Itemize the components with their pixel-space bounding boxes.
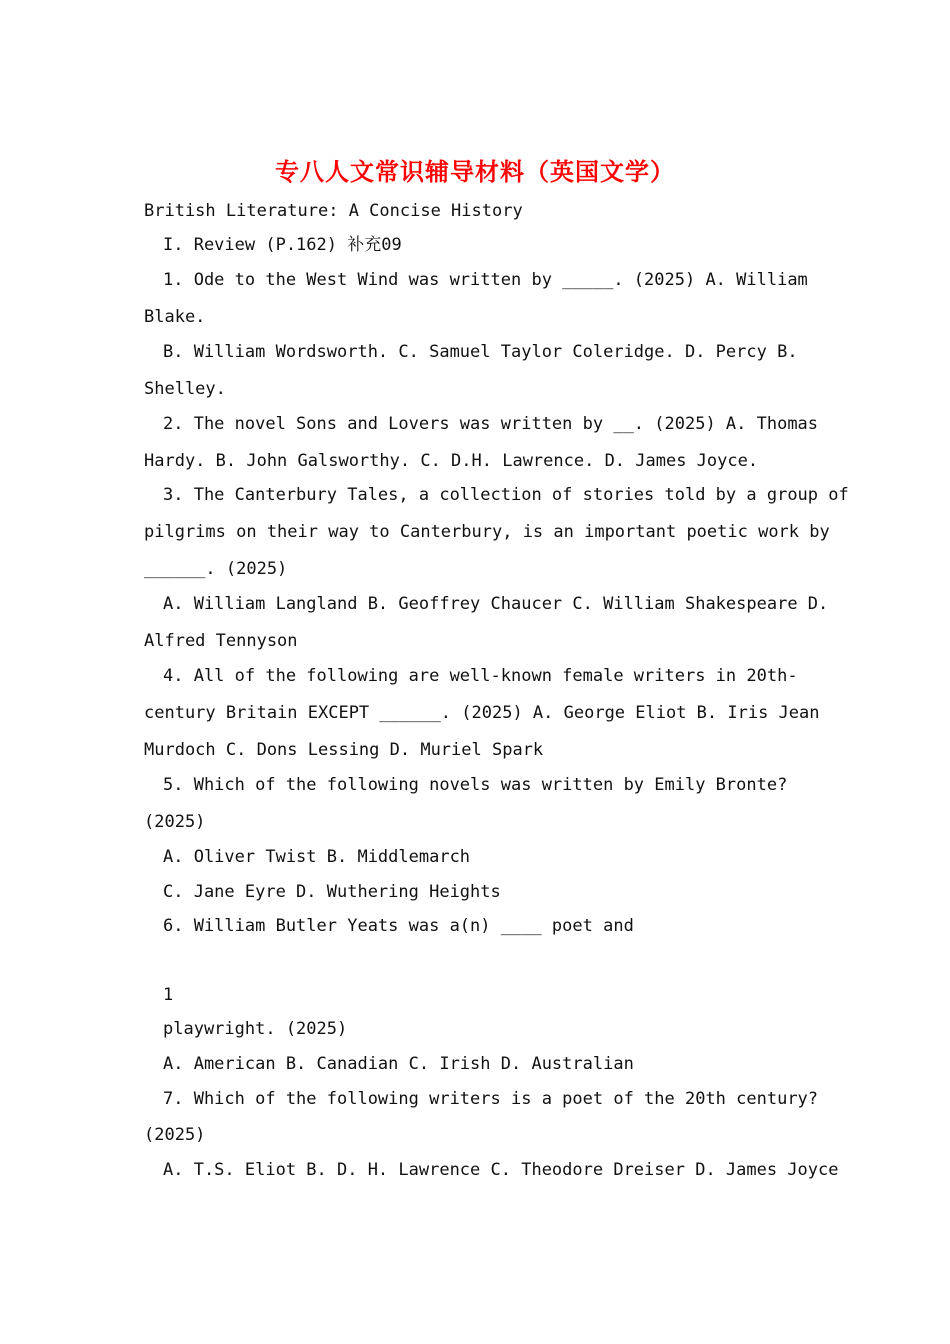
- question-line: A. American B. Canadian C. Irish D. Australian: [163, 1054, 634, 1074]
- question-line: B. William Wordsworth. C. Samuel Taylor Coleridge. D. Percy B.: [163, 342, 798, 362]
- question-line: A. Oliver Twist B. Middlemarch: [163, 847, 471, 867]
- question-line: 2. The novel Sons and Lovers was written by __. (2025) A. Thomas: [163, 414, 819, 434]
- question-line: 3. The Canterbury Tales, a collection of stories told by a group of: [163, 485, 849, 505]
- question-line: Hardy. B. John Galsworthy. C. D.H. Lawrence. D. James Joyce.: [144, 451, 759, 471]
- page-number: 1: [163, 985, 174, 1005]
- question-line: 4. All of the following are well-known female writers in 20th-: [163, 666, 798, 686]
- question-line: (2025): [144, 1125, 206, 1145]
- question-line: pilgrims on their way to Canterbury, is an important poetic work by: [144, 522, 830, 542]
- question-line: Blake.: [144, 307, 206, 327]
- question-line: Murdoch C. Dons Lessing D. Muriel Spark: [144, 740, 544, 760]
- question-line: 5. Which of the following novels was written by Emily Bronte?: [163, 775, 788, 795]
- question-line: 1. Ode to the West Wind was written by _____. (2025) A. William: [163, 270, 808, 290]
- question-line: century Britain EXCEPT ______. (2025) A. George Eliot B. Iris Jean: [144, 703, 820, 723]
- document-title: 专八人文常识辅导材料（英国文学）: [275, 157, 675, 186]
- question-line: A. William Langland B. Geoffrey Chaucer C. William Shakespeare D.: [163, 594, 829, 614]
- question-line: playwright. (2025): [163, 1019, 348, 1039]
- question-line: Shelley.: [144, 379, 226, 399]
- question-line: Alfred Tennyson: [144, 631, 298, 651]
- question-line: ______. (2025): [144, 559, 288, 579]
- question-line: (2025): [144, 812, 206, 832]
- section-heading: I. Review (P.162) 补充09: [163, 235, 402, 255]
- question-line: 7. Which of the following writers is a poet of the 20th century?: [163, 1089, 819, 1109]
- document-subtitle: British Literature: A Concise History: [144, 201, 523, 221]
- question-line: 6. William Butler Yeats was a(n) ____ poet and: [163, 916, 634, 936]
- question-line: C. Jane Eyre D. Wuthering Heights: [163, 882, 501, 902]
- question-line: A. T.S. Eliot B. D. H. Lawrence C. Theodore Dreiser D. James Joyce: [163, 1160, 839, 1180]
